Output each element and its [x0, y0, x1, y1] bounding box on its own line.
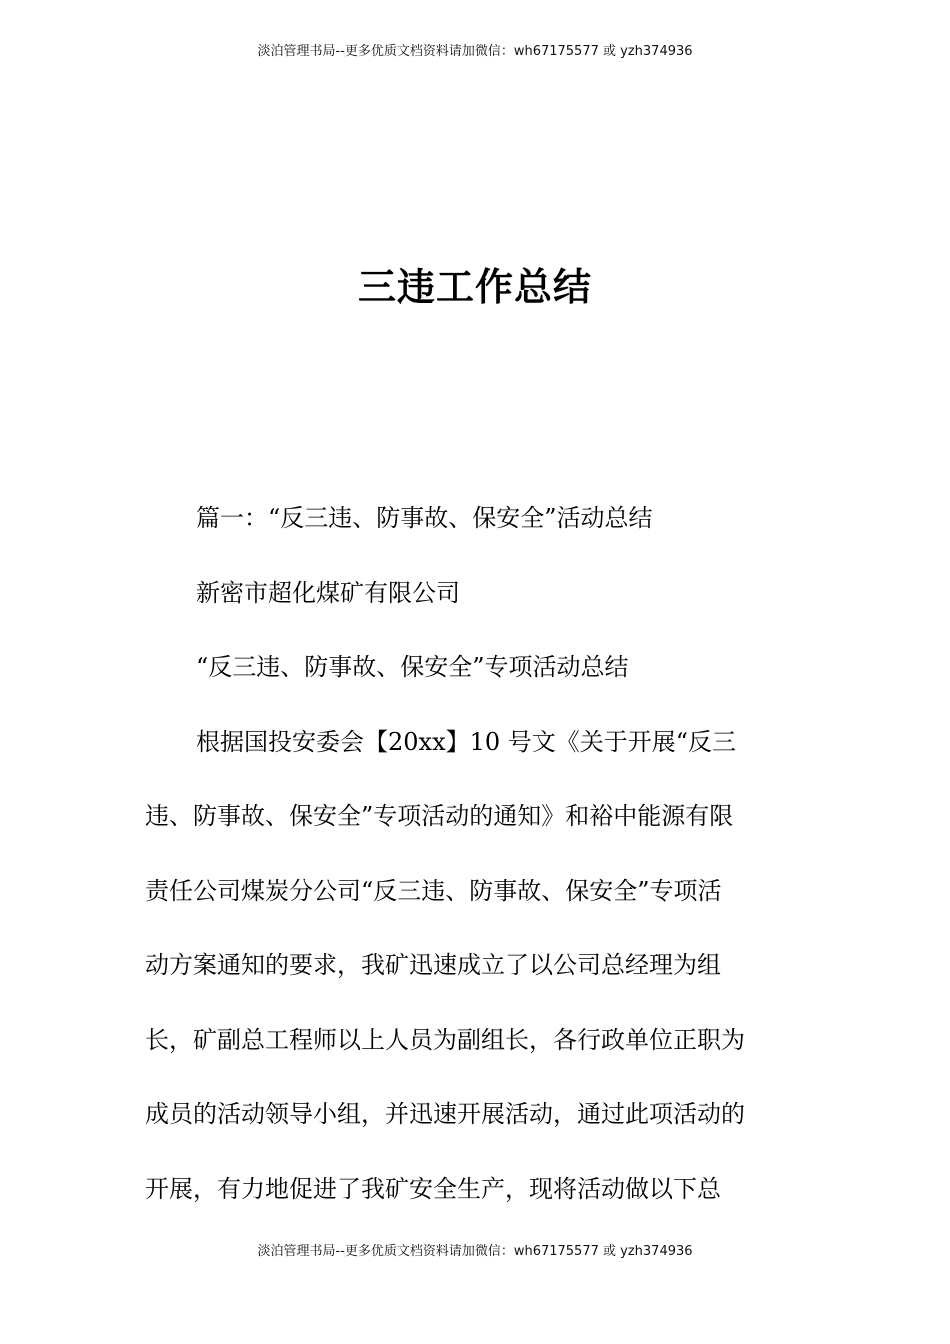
paragraph-line: 成员的活动领导小组，并迅速开展活动，通过此项活动的 — [145, 1100, 745, 1128]
paragraph-line: 根据国投安委会【20xx】10 号文《关于开展“反三 — [196, 727, 737, 756]
paragraph-line: 篇一：“反三违、防事故、保安全”活动总结 — [196, 504, 653, 532]
document-title: 三违工作总结 — [357, 265, 592, 309]
paragraph-line: 动方案通知的要求，我矿迅速成立了以公司总经理为组 — [145, 951, 721, 979]
page-header: 淡泊管理书局--更多优质文档资料请加微信：wh67175577 或 yzh374936 — [257, 44, 693, 59]
paragraph-line: 责任公司煤炭分公司“反三违、防事故、保安全”专项活 — [145, 876, 722, 905]
page-footer: 淡泊管理书局--更多优质文档资料请加微信：wh67175577 或 yzh374936 — [257, 1244, 693, 1259]
paragraph-line: 违、防事故、保安全”专项活动的通知》和裕中能源有限 — [145, 802, 734, 830]
paragraph-line: 长，矿副总工程师以上人员为副组长，各行政单位正职为 — [145, 1025, 745, 1054]
paragraph-line: 开展，有力地促进了我矿安全生产，现将活动做以下总 — [145, 1174, 721, 1203]
paragraph-line: “反三违、防事故、保安全”专项活动总结 — [196, 653, 629, 681]
paragraph-line: 新密市超化煤矿有限公司 — [196, 578, 460, 607]
document-body — [145, 500, 785, 1245]
